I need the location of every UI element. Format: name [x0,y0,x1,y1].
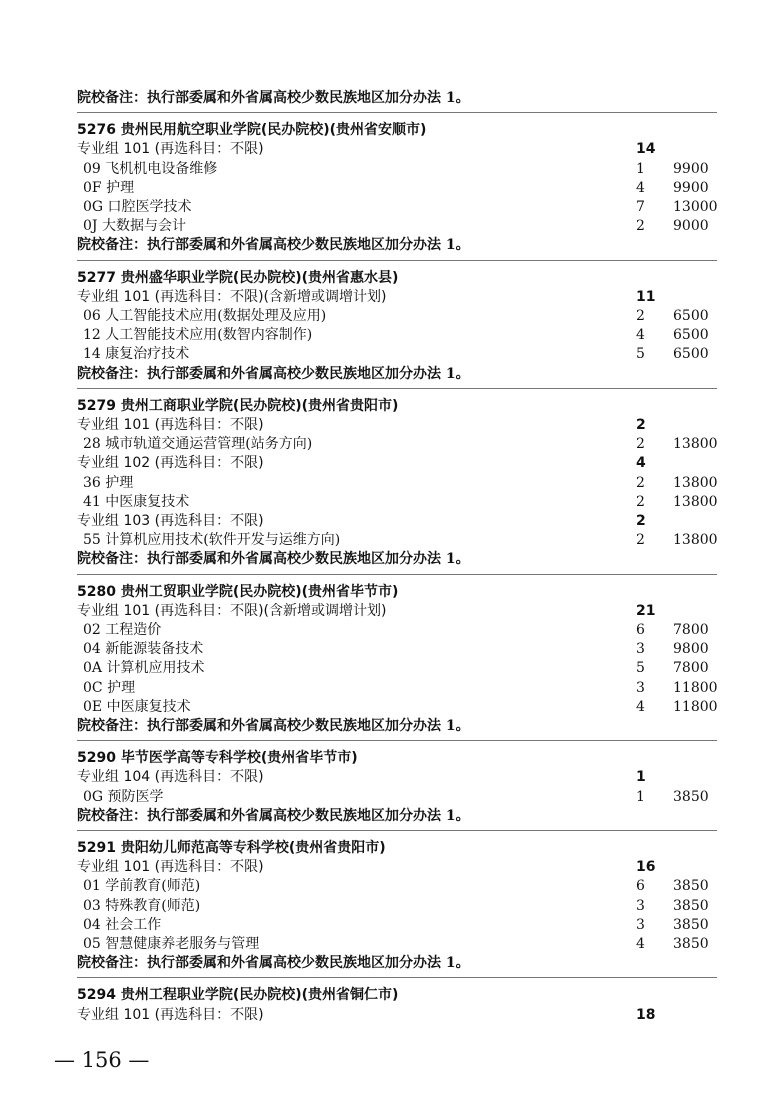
tuition-fee: 7800 [673,660,709,677]
school-note-text: 院校备注：执行部委属和外省属高校少数民族地区加分办法 1。 [77,551,470,568]
major-row-text: 0C 护理 [83,679,136,696]
section-divider [77,574,717,575]
major-row-text: 36 护理 [83,474,134,491]
major-row [77,678,717,698]
plan-count: 4 [636,455,646,472]
major-row [77,697,717,717]
school-heading-text: 5280 贵州工贸职业学院(民办院校)(贵州省毕节市) [77,583,399,600]
plan-count: 6 [636,878,645,895]
school-heading-text: 5291 贵阳幼儿师范高等专科学校(贵州省贵阳市) [77,840,386,856]
school-heading [77,748,717,768]
major-group-row [77,287,717,307]
school-heading [77,396,717,416]
plan-count: 5 [636,660,645,677]
tuition-fee: 3850 [673,788,709,805]
major-row-text: 0J 大数据与会计 [83,218,186,235]
school-note-text: 院校备注：执行部委属和外省属高校少数民族地区加分办法 1。 [77,365,470,382]
school-heading-text: 5277 贵州盛华职业学院(民办院校)(贵州省惠水县) [77,269,399,286]
tuition-fee: 13800 [673,474,718,491]
major-row-text: 01 学前教育(师范) [83,878,201,895]
school-note [77,549,717,569]
school-heading-text: 5294 贵州工程职业学院(民办院校)(贵州省铜仁市) [77,987,399,1004]
major-row [77,787,717,807]
major-row [77,934,717,954]
major-group-row [77,511,717,531]
plan-count: 1 [636,160,645,177]
major-row-text: 41 中医康复技术 [83,493,190,510]
major-row-text: 05 智慧健康养老服务与管理 [83,936,260,952]
major-row [77,306,717,326]
school-heading-text: 5276 贵州民用航空职业学院(民办院校)(贵州省安顺市) [77,122,427,139]
major-row-text: 12 人工智能技术应用(数智内容制作) [83,327,313,344]
plan-count: 3 [636,916,645,933]
major-group-row-text: 专业组 101 (再选科目：不限) [77,1006,264,1023]
major-group-row-text: 专业组 101 (再选科目：不限)(含新增或调增计划) [77,288,387,305]
plan-count: 5 [636,346,645,363]
school-note-text: 院校备注：执行部委属和外省属高校少数民族地区加分办法 1。 [77,718,470,734]
plan-count: 2 [636,436,645,453]
plan-count: 11 [636,288,656,305]
tuition-fee: 13800 [673,436,718,453]
school-heading [77,582,717,602]
school-note [77,235,717,255]
school-heading [77,120,717,140]
major-row-text: 0E 中医康复技术 [83,698,191,715]
school-note-text: 院校备注：执行部委属和外省属高校少数民族地区加分办法 1。 [77,237,470,254]
school-note-text: 院校备注：执行部委属和外省属高校少数民族地区加分办法 1。 [77,807,470,824]
tuition-fee: 9900 [673,160,709,177]
school-heading [77,985,717,1005]
tuition-fee: 9900 [673,179,709,196]
major-row [77,325,717,345]
major-group-row [77,857,717,877]
school-note [77,88,717,108]
major-row [77,530,717,550]
major-group-row-text: 专业组 101 (再选科目：不限)(含新增或调增计划) [77,602,387,619]
tuition-fee: 11800 [673,679,718,696]
plan-count: 6 [636,622,645,638]
major-group-row-text: 专业组 102 (再选科目：不限) [77,455,264,472]
major-group-row-text: 专业组 101 (再选科目：不限) [77,141,264,158]
plan-count: 4 [636,179,645,196]
section-divider [77,260,717,261]
major-row-text: 06 人工智能技术应用(数据处理及应用) [83,308,327,324]
major-row-text: 04 社会工作 [83,916,162,933]
tuition-fee: 13800 [673,493,718,510]
plan-count: 2 [636,308,645,324]
tuition-fee: 6500 [673,346,709,363]
plan-count: 3 [636,897,645,914]
major-row-text: 0G 口腔医学技术 [83,199,192,215]
major-row [77,896,717,916]
plan-count: 14 [636,141,656,158]
section-divider [77,112,717,113]
tuition-fee: 6500 [673,308,709,324]
plan-count: 18 [636,1006,656,1023]
tuition-fee: 11800 [673,698,718,715]
plan-count: 1 [636,769,646,786]
tuition-fee: 13000 [673,199,718,215]
plan-count: 21 [636,602,656,619]
plan-count: 2 [636,513,646,529]
major-row [77,876,717,896]
page-number: — 156 — [54,1048,150,1072]
tuition-fee: 3850 [673,916,709,933]
major-group-row [77,1005,717,1025]
plan-count: 2 [636,493,645,510]
plan-count: 2 [636,474,645,491]
school-note [77,953,717,973]
plan-count: 1 [636,788,645,805]
major-row [77,159,717,179]
school-note [77,364,717,384]
major-group-row [77,453,717,473]
school-note-text: 院校备注：执行部委属和外省属高校少数民族地区加分办法 1。 [77,955,470,972]
plan-count: 7 [636,199,645,215]
plan-count: 4 [636,327,645,344]
major-row [77,178,717,198]
major-row [77,216,717,236]
major-row [77,473,717,493]
major-row-text: 28 城市轨道交通运营管理(站务方向) [83,436,313,453]
school-heading [77,838,717,858]
section-divider [77,830,717,831]
major-row [77,492,717,512]
plan-count: 2 [636,532,645,549]
major-row [77,344,717,364]
plan-count: 3 [636,679,645,696]
section-divider [77,740,717,741]
major-row [77,639,717,659]
major-row-text: 14 康复治疗技术 [83,346,190,363]
tuition-fee: 6500 [673,327,709,344]
major-row-text: 0A 计算机应用技术 [83,660,205,677]
major-row-text: 09 飞机机电设备维修 [83,160,218,177]
tuition-fee: 9000 [673,218,709,235]
plan-count: 4 [636,698,645,715]
tuition-fee: 3850 [673,936,709,952]
major-group-row [77,139,717,159]
major-row-text: 02 工程造价 [83,622,162,638]
major-row-text: 0G 预防医学 [83,788,164,805]
major-group-row [77,767,717,787]
section-divider [77,388,717,389]
major-row [77,915,717,935]
major-group-row-text: 专业组 104 (再选科目：不限) [77,769,264,786]
major-row [77,197,717,217]
major-row-text: 04 新能源装备技术 [83,641,204,658]
tuition-fee: 7800 [673,622,709,638]
tuition-fee: 9800 [673,641,709,658]
major-group-row-text: 专业组 101 (再选科目：不限) [77,859,264,876]
plan-count: 2 [636,417,646,433]
tuition-fee: 3850 [673,897,709,914]
school-heading-text: 5290 毕节医学高等专科学校(贵州省毕节市) [77,750,358,767]
major-group-row-text: 专业组 103 (再选科目：不限) [77,513,264,529]
major-row [77,620,717,640]
tuition-fee: 3850 [673,878,709,895]
plan-count: 4 [636,936,645,952]
section-divider [77,977,717,978]
school-note [77,806,717,826]
school-heading [77,268,717,288]
major-row-text: 55 计算机应用技术(软件开发与运维方向) [83,532,341,549]
major-group-row-text: 专业组 101 (再选科目：不限) [77,417,264,433]
school-note-text: 院校备注：执行部委属和外省属高校少数民族地区加分办法 1。 [77,90,470,106]
plan-count: 2 [636,218,645,235]
tuition-fee: 13800 [673,532,718,549]
major-row [77,658,717,678]
plan-count: 16 [636,859,656,876]
major-group-row [77,601,717,621]
major-row [77,434,717,454]
major-row-text: 0F 护理 [83,179,135,196]
major-group-row [77,415,717,435]
school-note [77,716,717,736]
plan-count: 3 [636,641,645,658]
major-row-text: 03 特殊教育(师范) [83,897,201,914]
school-heading-text: 5279 贵州工商职业学院(民办院校)(贵州省贵阳市) [77,397,399,414]
